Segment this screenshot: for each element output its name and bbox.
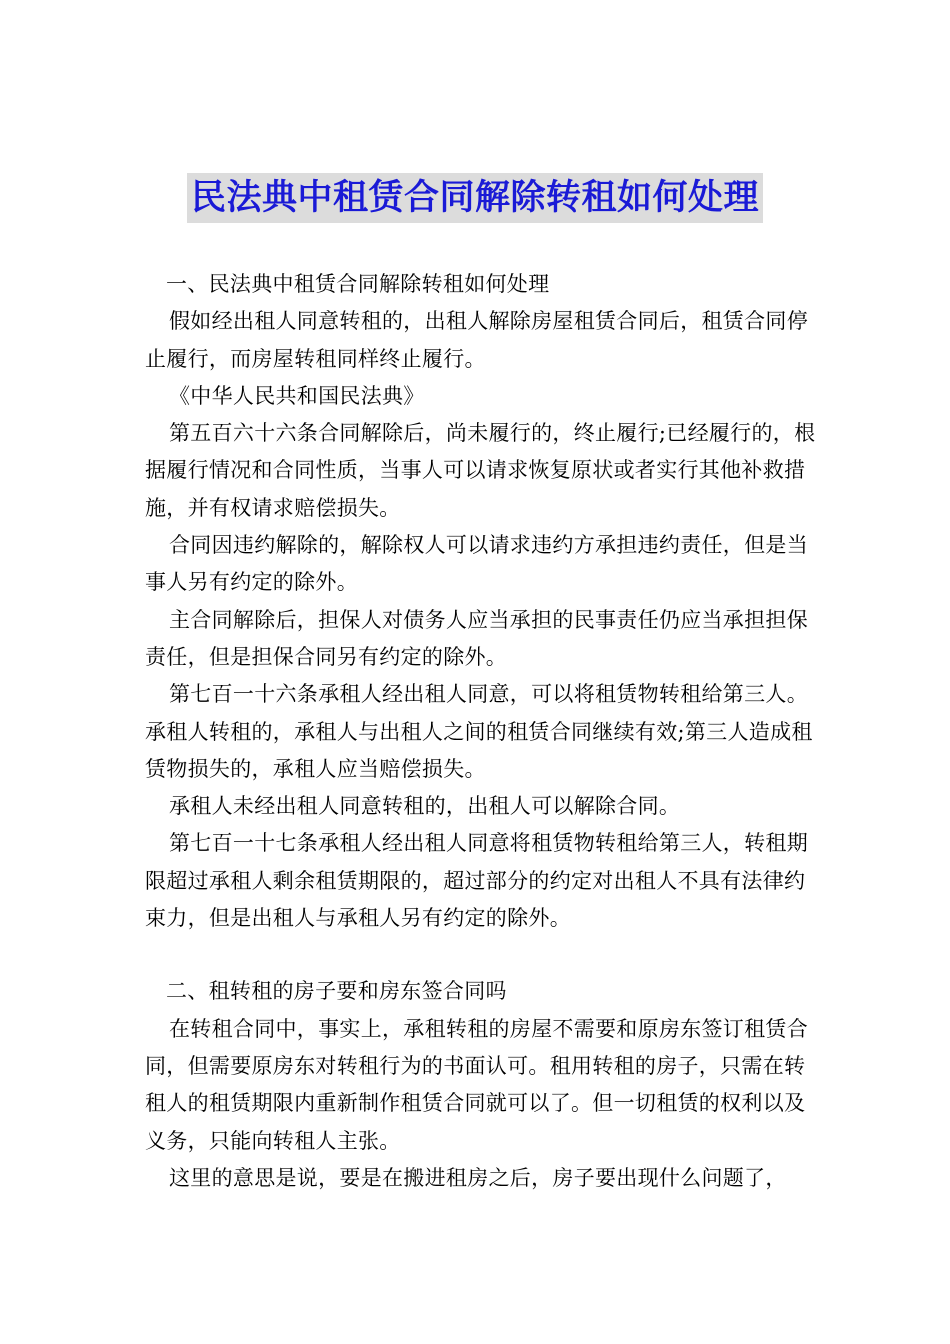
section-heading-1: 一、民法典中租赁合同解除转租如何处理 bbox=[166, 272, 550, 296]
section-spacer bbox=[145, 937, 817, 973]
document-body bbox=[145, 266, 817, 1197]
paragraph: 这里的意思是说，要是在搬进租房之后，房子要出现什么问题了， bbox=[169, 1165, 787, 1190]
paragraph: 《中华人民共和国民法典》 bbox=[169, 383, 425, 408]
document-title: 民法典中租赁合同解除转租如何处理 bbox=[187, 173, 763, 223]
paragraph: 在转租合同中，事实上，承租转租的房屋不需要和原房东签订租赁合同，但需要原房东对转租行为的书面认可。租用转租的房子，只需在转租人的租赁期限内重新制作租赁合同就可以了。但一切租赁的权利以及义务，只能向转租人主张。 bbox=[145, 1016, 808, 1153]
title-container bbox=[0, 173, 950, 223]
paragraph: 第五百六十六条合同解除后，尚未履行的，终止履行;已经履行的，根据履行情况和合同性质，当事人可以请求恢复原状或者实行其他补救措施，并有权请求赔偿损失。 bbox=[145, 421, 816, 520]
section-heading-2: 二、租转租的房子要和房东签合同吗 bbox=[166, 979, 507, 1004]
paragraph: 假如经出租人同意转租的，出租人解除房屋租赁合同后，租赁合同停止履行，而房屋转租同样终止履行。 bbox=[145, 309, 808, 371]
paragraph: 合同因违约解除的，解除权人可以请求违约方承担违约责任，但是当事人另有约定的除外。 bbox=[145, 533, 808, 595]
paragraph: 第七百一十七条承租人经出租人同意将租赁物转租给第三人，转租期限超过承租人剩余租赁期限的，超过部分的约定对出租人不具有法律约束力，但是出租人与承租人另有约定的除外。 bbox=[145, 831, 808, 931]
paragraph: 主合同解除后，担保人对债务人应当承担的民事责任仍应当承担担保责任，但是担保合同另有约定的除外。 bbox=[145, 607, 808, 669]
paragraph: 承租人未经出租人同意转租的，出租人可以解除合同。 bbox=[169, 794, 681, 819]
paragraph: 第七百一十六条承租人经出租人同意，可以将租赁物转租给第三人。承租人转租的，承租人与出租人之间的租赁合同继续有效;第三人造成租赁物损失的，承租人应当赔偿损失。 bbox=[145, 682, 813, 781]
